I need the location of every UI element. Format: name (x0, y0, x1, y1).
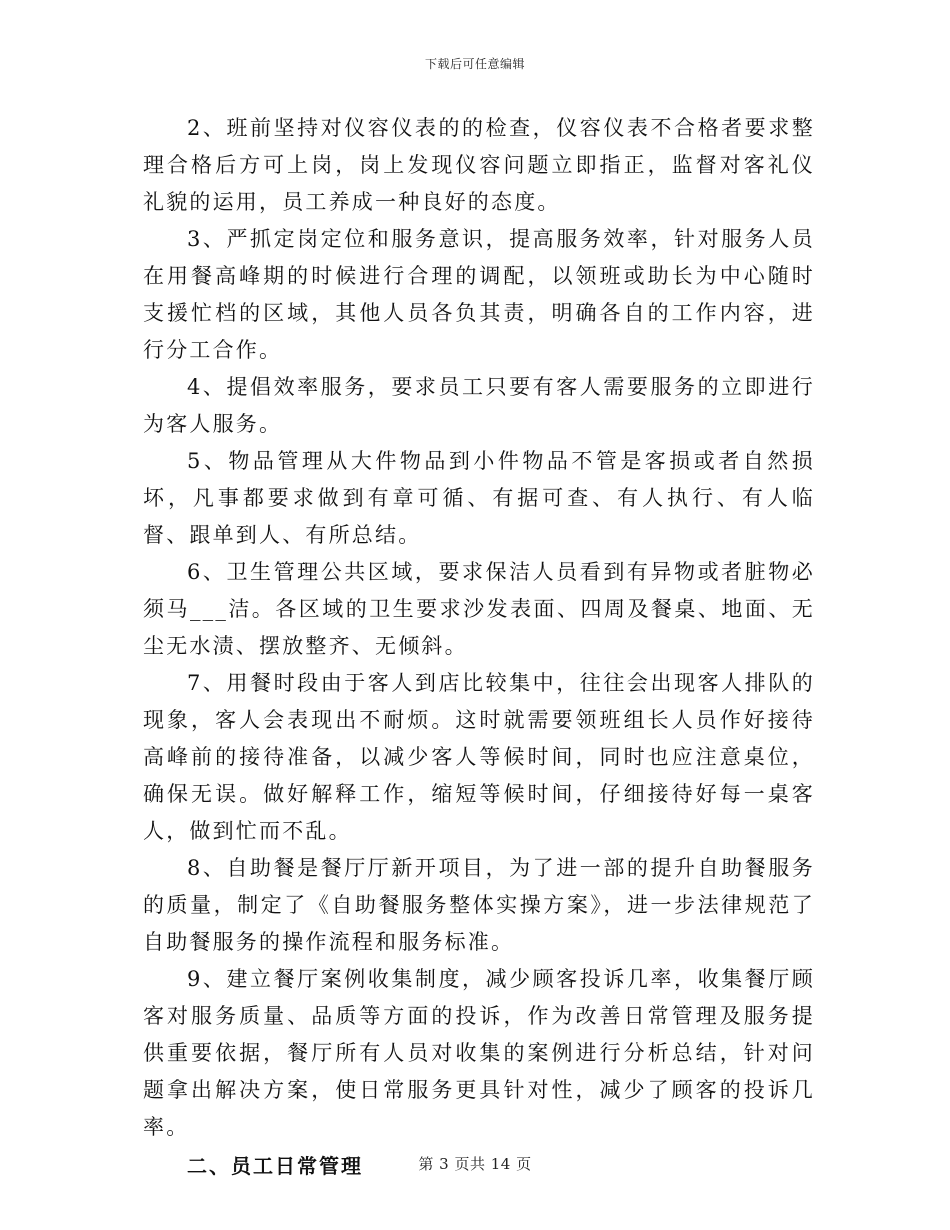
page-footer: 第 3 页共 14 页 (418, 1155, 532, 1173)
paragraph-4: 4、提倡效率服务，要求员工只要有客人需要服务的立即进行为客人服务。 (143, 375, 815, 436)
paragraph-5: 5、物品管理从大件物品到小件物品不管是客损或者自然损坏，凡事都要求做到有章可循、有据可查、有人执行、有人临督、跟单到人、有所总结。 (143, 449, 815, 547)
document-body (143, 110, 815, 1185)
paragraph-9: 9、建立餐厅案例收集制度，减少顾客投诉几率，收集餐厅顾客对服务质量、品质等方面的投诉，作为改善日常管理及服务提供重要依据，餐厅所有人员对收集的案例进行分析总结，针对问题拿出解决方案，使日常服务更具针对性，减少了顾客的投诉几率。 (143, 967, 815, 1139)
paragraph-2: 2、班前坚持对仪容仪表的的检查，仪容仪表不合格者要求整理合格后方可上岗，岗上发现仪容问题立即指正，监督对客礼仪礼貌的运用，员工养成一种良好的态度。 (143, 116, 815, 214)
paragraph-3: 3、严抓定岗定位和服务意识，提高服务效率，针对服务人员在用餐高峰期的时候进行合理的调配，以领班或助长为中心随时支援忙档的区域，其他人员各负其责，明确各自的工作内容，进行分工合作。 (143, 227, 815, 362)
page-header: 下载后可任意编辑 (424, 57, 525, 71)
section-heading: 二、员工日常管理 (187, 1154, 363, 1178)
paragraph-7: 7、用餐时段由于客人到店比较集中，往往会出现客人排队的现象，客人会表现出不耐烦。这时就需要领班组长人员作好接待高峰前的接待准备，以减少客人等候时间，同时也应注意桌位，确保无误。做好解释工作，缩短等候时间，仔细接待好每一桌客人，做到忙而不乱。 (143, 671, 815, 843)
paragraph-6: 6、卫生管理公共区域，要求保洁人员看到有异物或者脏物必须马___洁。各区域的卫生要求沙发表面、四周及餐桌、地面、无尘无水渍、摆放整齐、无倾斜。 (143, 560, 815, 658)
paragraph-8: 8、自助餐是餐厅厅新开项目，为了进一部的提升自助餐服务的质量，制定了《自助餐服务整体实操方案》，进一步法律规范了自助餐服务的操作流程和服务标准。 (143, 856, 815, 954)
